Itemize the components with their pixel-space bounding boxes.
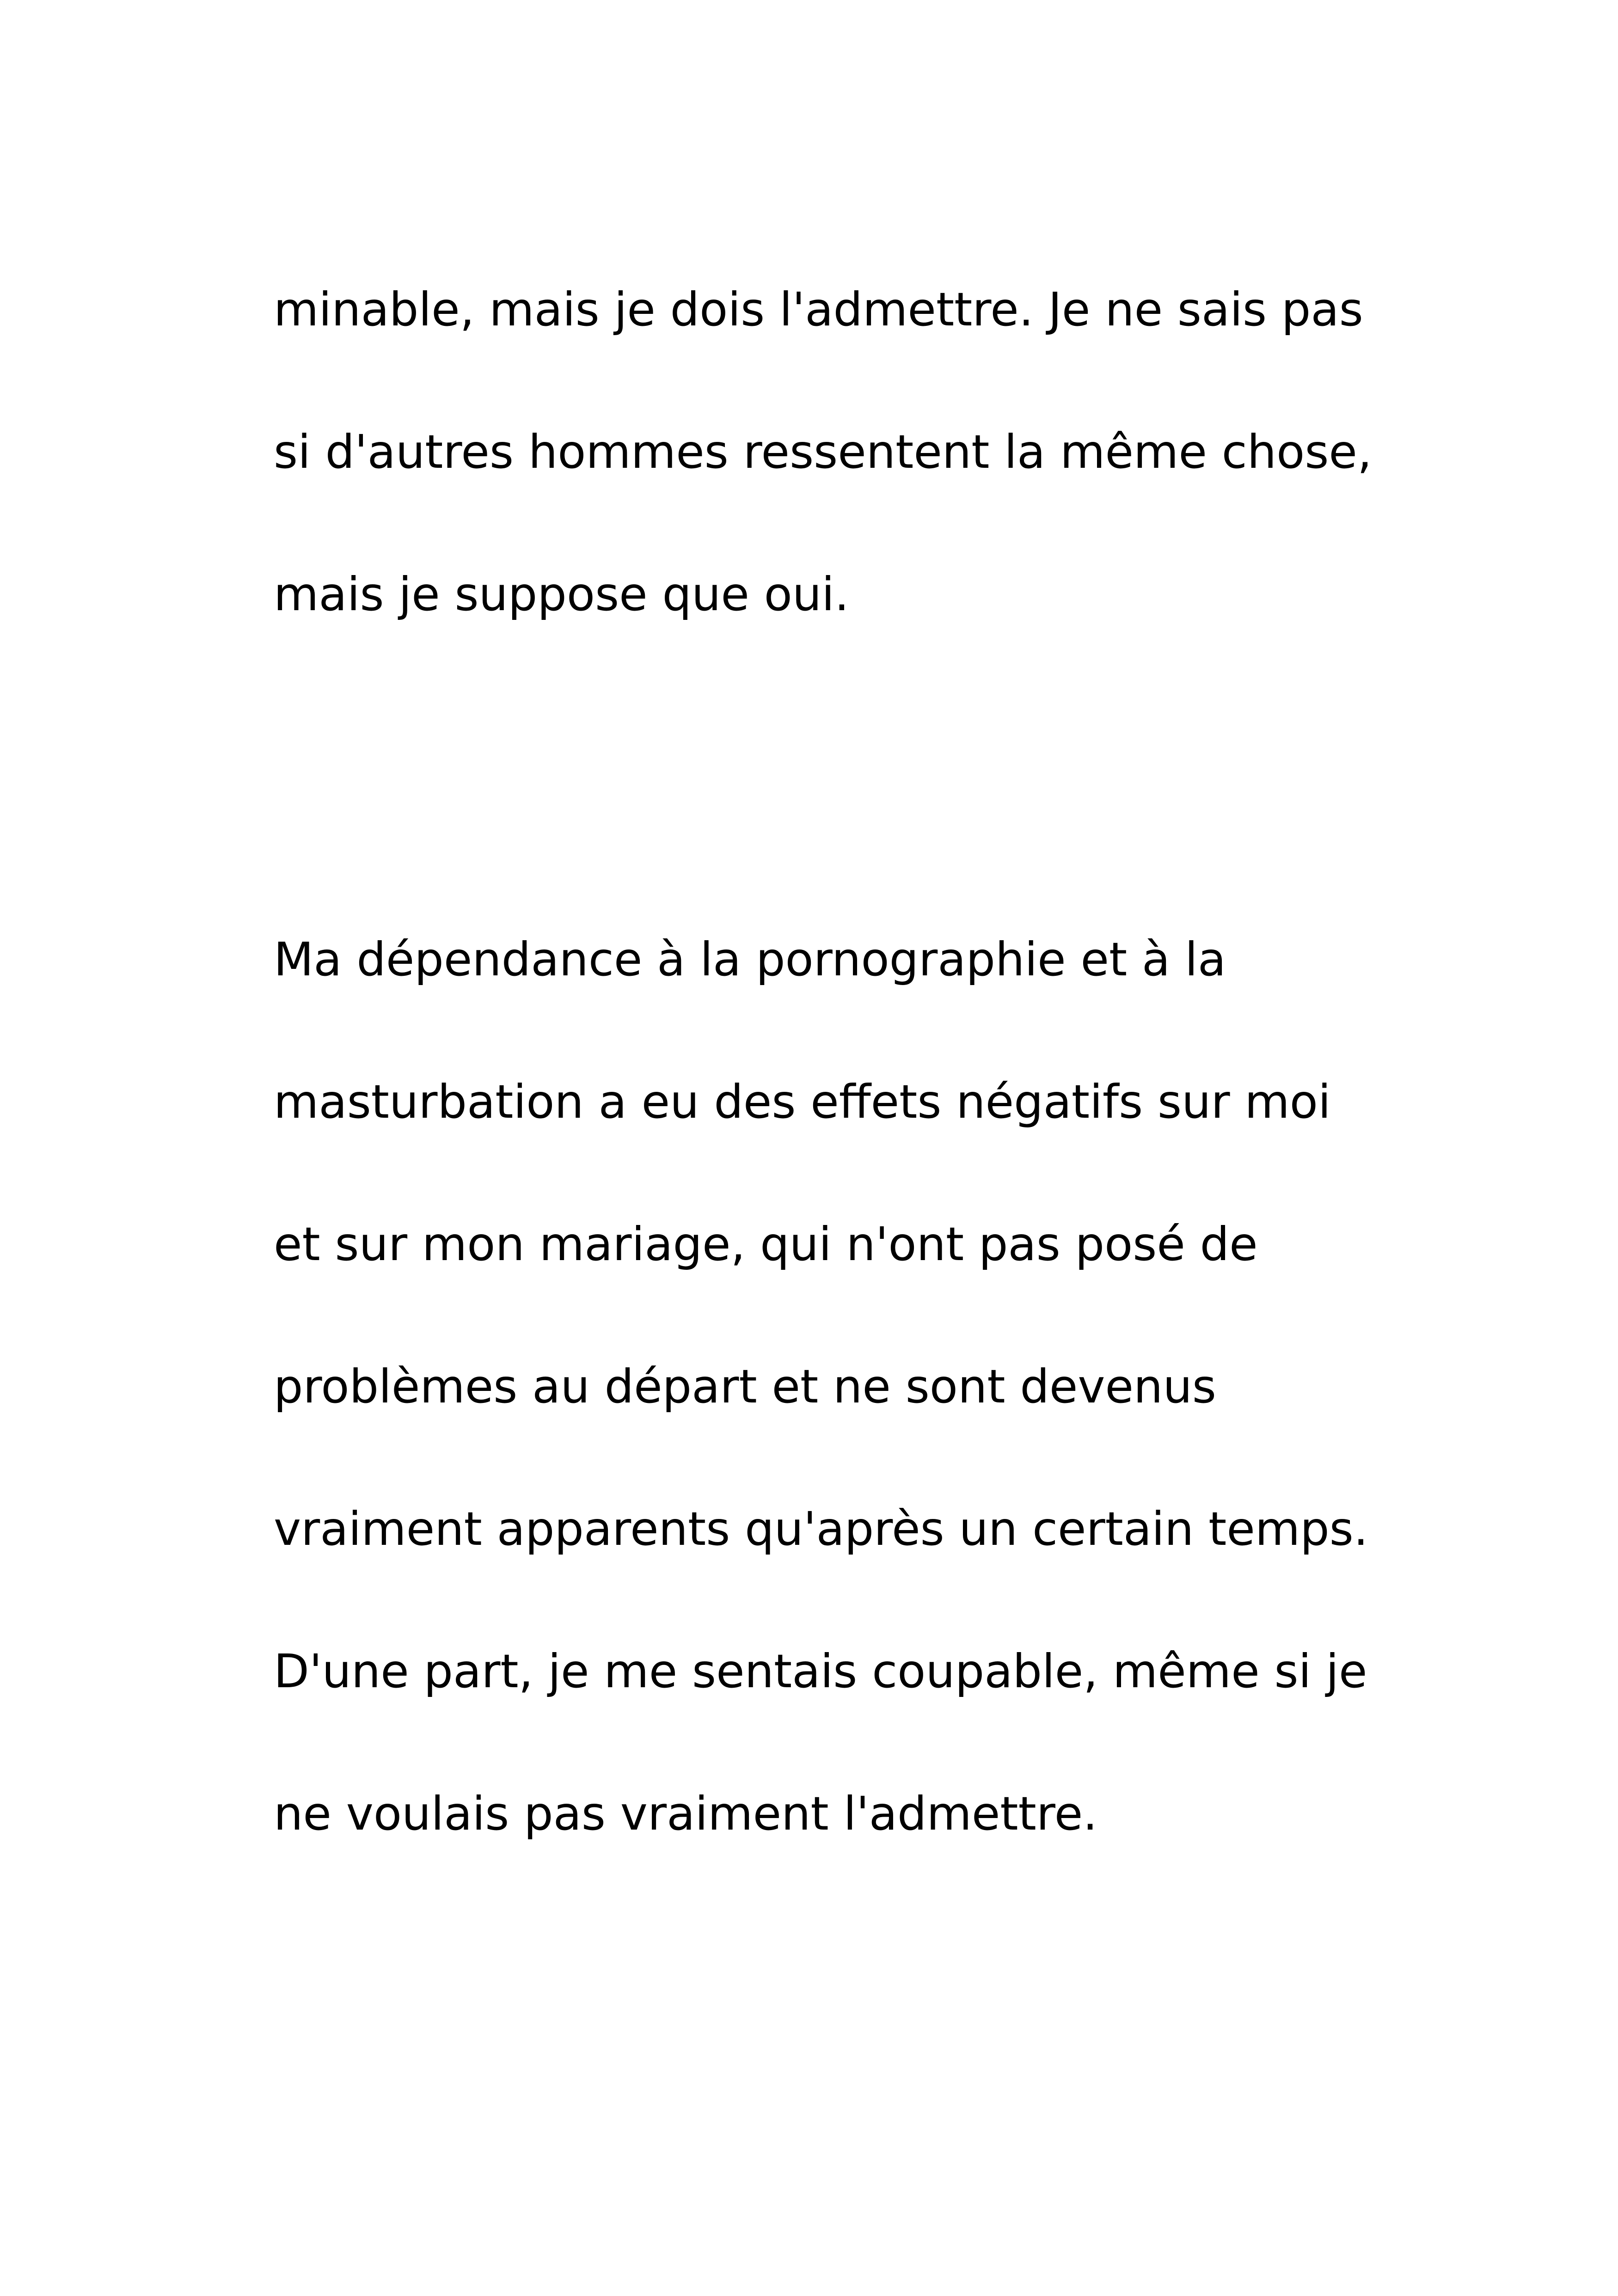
text-line: si d'autres hommes ressentent la même chose,: [274, 425, 1372, 479]
text-line: ne voulais pas vraiment l'admettre.: [274, 1787, 1098, 1841]
text-line: minable, mais je dois l'admettre. Je ne sais pas: [274, 282, 1363, 337]
text-line: et sur mon mariage, qui n'ont pas posé de: [274, 1217, 1258, 1271]
text-line: Ma dépendance à la pornographie et à la: [274, 932, 1226, 986]
text-line: problèmes au départ et ne sont devenus: [274, 1359, 1216, 1414]
text-line: vraiment apparents qu'après un certain temps.: [274, 1502, 1368, 1556]
text-line: masturbation a eu des effets négatifs sur moi: [274, 1075, 1331, 1129]
text-line: D'une part, je me sentais coupable, même si je: [274, 1644, 1367, 1698]
text-line: mais je suppose que oui.: [274, 567, 849, 621]
